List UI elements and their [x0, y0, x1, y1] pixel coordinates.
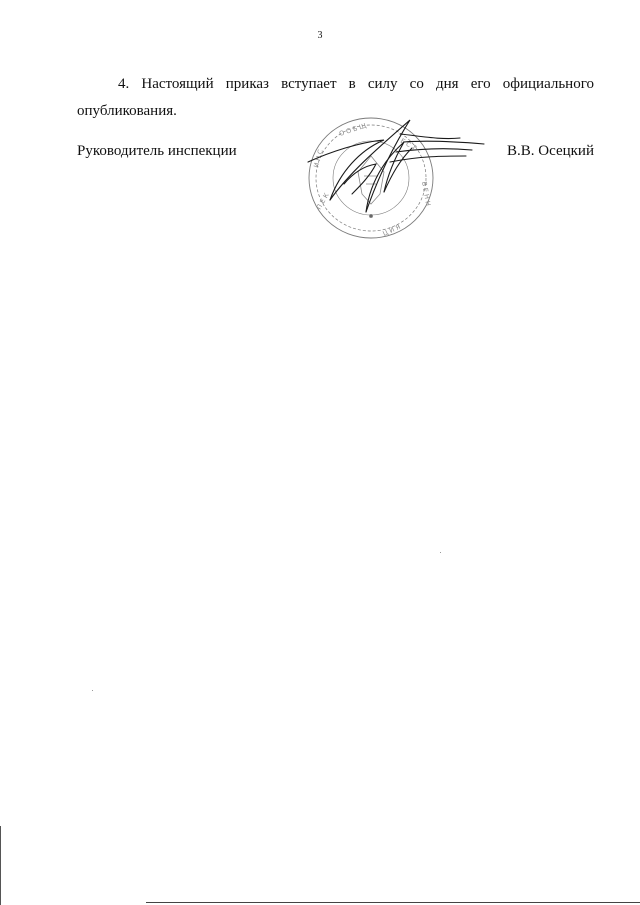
svg-text:П Е К: П Е К — [314, 191, 331, 211]
svg-text:В Е Н Н: В Е Н Н — [420, 180, 433, 207]
signer-name: В.В. Осецкий — [507, 143, 594, 159]
scan-edge-bottom — [146, 902, 640, 903]
svg-text:О О Б Щ: О О Б Щ — [338, 121, 368, 138]
seal-ring-text — [312, 122, 432, 238]
page-number: 3 — [317, 30, 323, 41]
order-paragraph: 4. Настоящий приказ вступает в силу со дня его официального опубликования. — [77, 76, 594, 119]
handwritten-signature — [308, 120, 484, 212]
svg-text:Ц И Я: Ц И Я — [381, 222, 402, 238]
signer-title: Руководитель инспекции — [77, 143, 237, 159]
svg-text:Е С Т: Е С Т — [399, 136, 418, 153]
official-seal — [300, 112, 500, 252]
scan-edge-left — [0, 826, 1, 905]
svg-text:И Н С: И Н С — [312, 148, 325, 169]
scan-speck — [92, 690, 93, 691]
scan-speck — [440, 552, 441, 553]
